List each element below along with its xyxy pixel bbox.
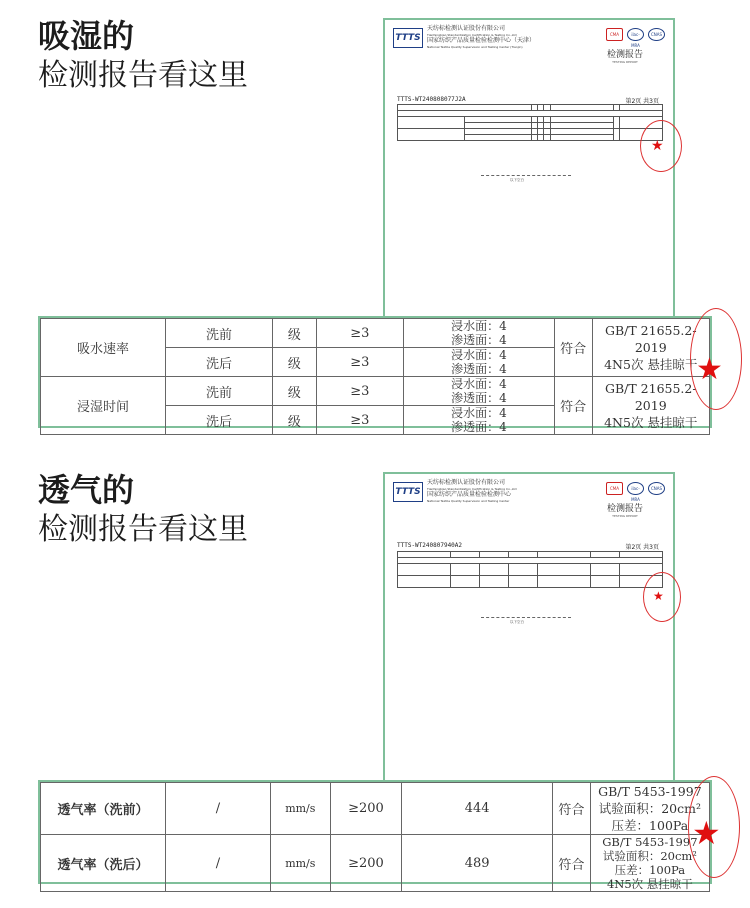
standard-cell: [592, 377, 709, 435]
org-line: 天纺标检测认证股份有限公司: [427, 479, 506, 486]
mini-result-table: [397, 551, 663, 588]
section2-heading-bold: 透气的: [38, 471, 135, 509]
mini-result-table: [397, 104, 663, 141]
org-line: 国家纺织产品质量检验检测中心: [427, 491, 512, 498]
unit-cell: 级: [272, 319, 316, 348]
report-number: TTTS-WT240808077J2A: [397, 96, 466, 103]
ttts-logo: TTTS: [393, 28, 423, 48]
standard-line: 试验面积：20cm²: [602, 849, 697, 863]
condition-cell: 洗后: [165, 348, 272, 377]
result-cell: [404, 406, 555, 435]
standard-line: GB/T 5453-1997: [602, 835, 698, 849]
result-cell: 444: [402, 783, 553, 835]
requirement-cell: ≥3: [316, 406, 403, 435]
cma-icon: CMA: [606, 28, 623, 41]
air-permeability-table: [40, 782, 710, 892]
item-cell: 透气率（洗前）: [41, 783, 166, 835]
org-line: National Textile Quality Supervision and Testing Center: [427, 499, 510, 503]
end-text: 以下空白: [510, 620, 524, 624]
cnas-icon: CNAS: [648, 28, 665, 41]
section1-heading: [38, 16, 248, 96]
report-title-text: 检测报告: [606, 504, 643, 514]
seal-star-icon: ★: [651, 138, 664, 154]
water-absorption-table: [40, 318, 710, 435]
section2-heading-light: 检测报告看这里: [38, 512, 248, 547]
report-subtitle: TESTING REPORT: [612, 514, 638, 518]
standard-line: 压差：100Pa: [614, 863, 686, 877]
standard-line: 试验面积：20cm²: [598, 801, 702, 816]
verdict-cell: 符合: [553, 835, 591, 892]
seal-star-icon: ★: [692, 814, 721, 852]
section2-report-thumbnail: [383, 472, 675, 782]
cma-icon: CMA: [606, 482, 623, 495]
page-number: 第2页 共3页: [625, 98, 659, 105]
end-text: 以下空白: [510, 178, 524, 182]
standard-line: 4N5次 悬挂晾干: [604, 357, 698, 372]
cnas-icon: CNAS: [648, 482, 665, 495]
section1-report-thumbnail: [383, 18, 675, 318]
unit-cell: mm/s: [270, 783, 330, 835]
item-cell: 吸水速率: [41, 319, 166, 377]
org-line: Tianfangbiao Standardization Certification & Testing Co.,Ltd: [427, 487, 517, 491]
unit-cell: 级: [272, 348, 316, 377]
requirement-cell: ≥3: [316, 348, 403, 377]
org-line: 国家纺织产品质量检验检测中心（天津）: [427, 37, 536, 44]
standard-line: 4N5次 悬挂晾干: [606, 877, 693, 891]
section1-zoomed-table: [38, 316, 723, 434]
result-line: 渗透面：4: [451, 362, 507, 376]
certification-marks: [606, 482, 665, 502]
condition-cell: 洗前: [165, 319, 272, 348]
requirement-cell: ≥3: [316, 377, 403, 406]
table-row: [41, 783, 710, 835]
section2-heading: [38, 470, 248, 550]
ilac-mra-icon: ilac-MRA: [627, 482, 644, 495]
result-line: 浸水面：4: [451, 348, 507, 362]
requirement-cell: ≥3: [316, 319, 403, 348]
standard-line: 压差：100Pa: [611, 818, 689, 833]
condition-cell: 洗前: [165, 377, 272, 406]
section1-heading-light: 检测报告看这里: [38, 58, 248, 93]
verdict-cell: 符合: [554, 377, 592, 435]
org-info: [427, 479, 517, 503]
org-info: [427, 25, 535, 49]
ttts-logo: TTTS: [393, 482, 423, 502]
seal-star-icon: ★: [653, 589, 664, 603]
standard-line: 4N5次 悬挂晾干: [604, 415, 698, 430]
report-title-text: 检测报告: [606, 50, 643, 60]
report-number: TTTS-WT240807940A2: [397, 542, 463, 549]
condition-cell: /: [165, 783, 270, 835]
result-line: 浸水面：4: [451, 319, 507, 333]
result-line: 渗透面：4: [451, 333, 507, 347]
verdict-cell: 符合: [553, 783, 591, 835]
unit-cell: 级: [272, 377, 316, 406]
section1-heading-bold: 吸湿的: [38, 17, 135, 55]
condition-cell: /: [165, 835, 270, 892]
standard-line: GB/T 5453-1997: [598, 784, 702, 799]
table-row: [41, 377, 710, 406]
verdict-cell: 符合: [554, 319, 592, 377]
certification-marks: [606, 28, 665, 48]
seal-star-icon: ★: [696, 352, 723, 387]
org-line: Tianfangbiao Standardization Certification & Testing Co.,Ltd: [427, 33, 517, 37]
requirement-cell: ≥200: [330, 835, 402, 892]
result-cell: [404, 348, 555, 377]
section2-zoomed-table: [38, 780, 721, 891]
item-cell: 透气率（洗后）: [41, 835, 166, 892]
result-line: 渗透面：4: [451, 391, 507, 405]
standard-line: GB/T 21655.2-2019: [604, 381, 697, 413]
org-line: 天纺标检测认证股份有限公司: [427, 25, 506, 32]
result-cell: [404, 319, 555, 348]
end-line: [481, 617, 571, 618]
result-line: 渗透面：4: [451, 420, 507, 434]
ilac-mra-icon: ilac-MRA: [627, 28, 644, 41]
condition-cell: 洗后: [165, 406, 272, 435]
report-title: [607, 501, 643, 518]
seal-stamp: [690, 308, 742, 410]
org-line: National Textile Quality Supervision and Testing Center (Tianjin): [427, 45, 523, 49]
result-line: 浸水面：4: [451, 377, 507, 391]
page-number: 第2页 共3页: [625, 544, 659, 551]
requirement-cell: ≥200: [330, 783, 402, 835]
result-line: 浸水面：4: [451, 406, 507, 420]
report-subtitle: TESTING REPORT: [612, 60, 638, 64]
table-row: [41, 835, 710, 892]
unit-cell: 级: [272, 406, 316, 435]
result-cell: [404, 377, 555, 406]
end-line: [481, 175, 571, 176]
item-cell: 浸湿时间: [41, 377, 166, 435]
table-row: [41, 319, 710, 348]
result-cell: 489: [402, 835, 553, 892]
report-title: [607, 47, 643, 64]
unit-cell: mm/s: [270, 835, 330, 892]
seal-stamp: [688, 776, 740, 878]
standard-line: GB/T 21655.2-2019: [604, 323, 697, 355]
